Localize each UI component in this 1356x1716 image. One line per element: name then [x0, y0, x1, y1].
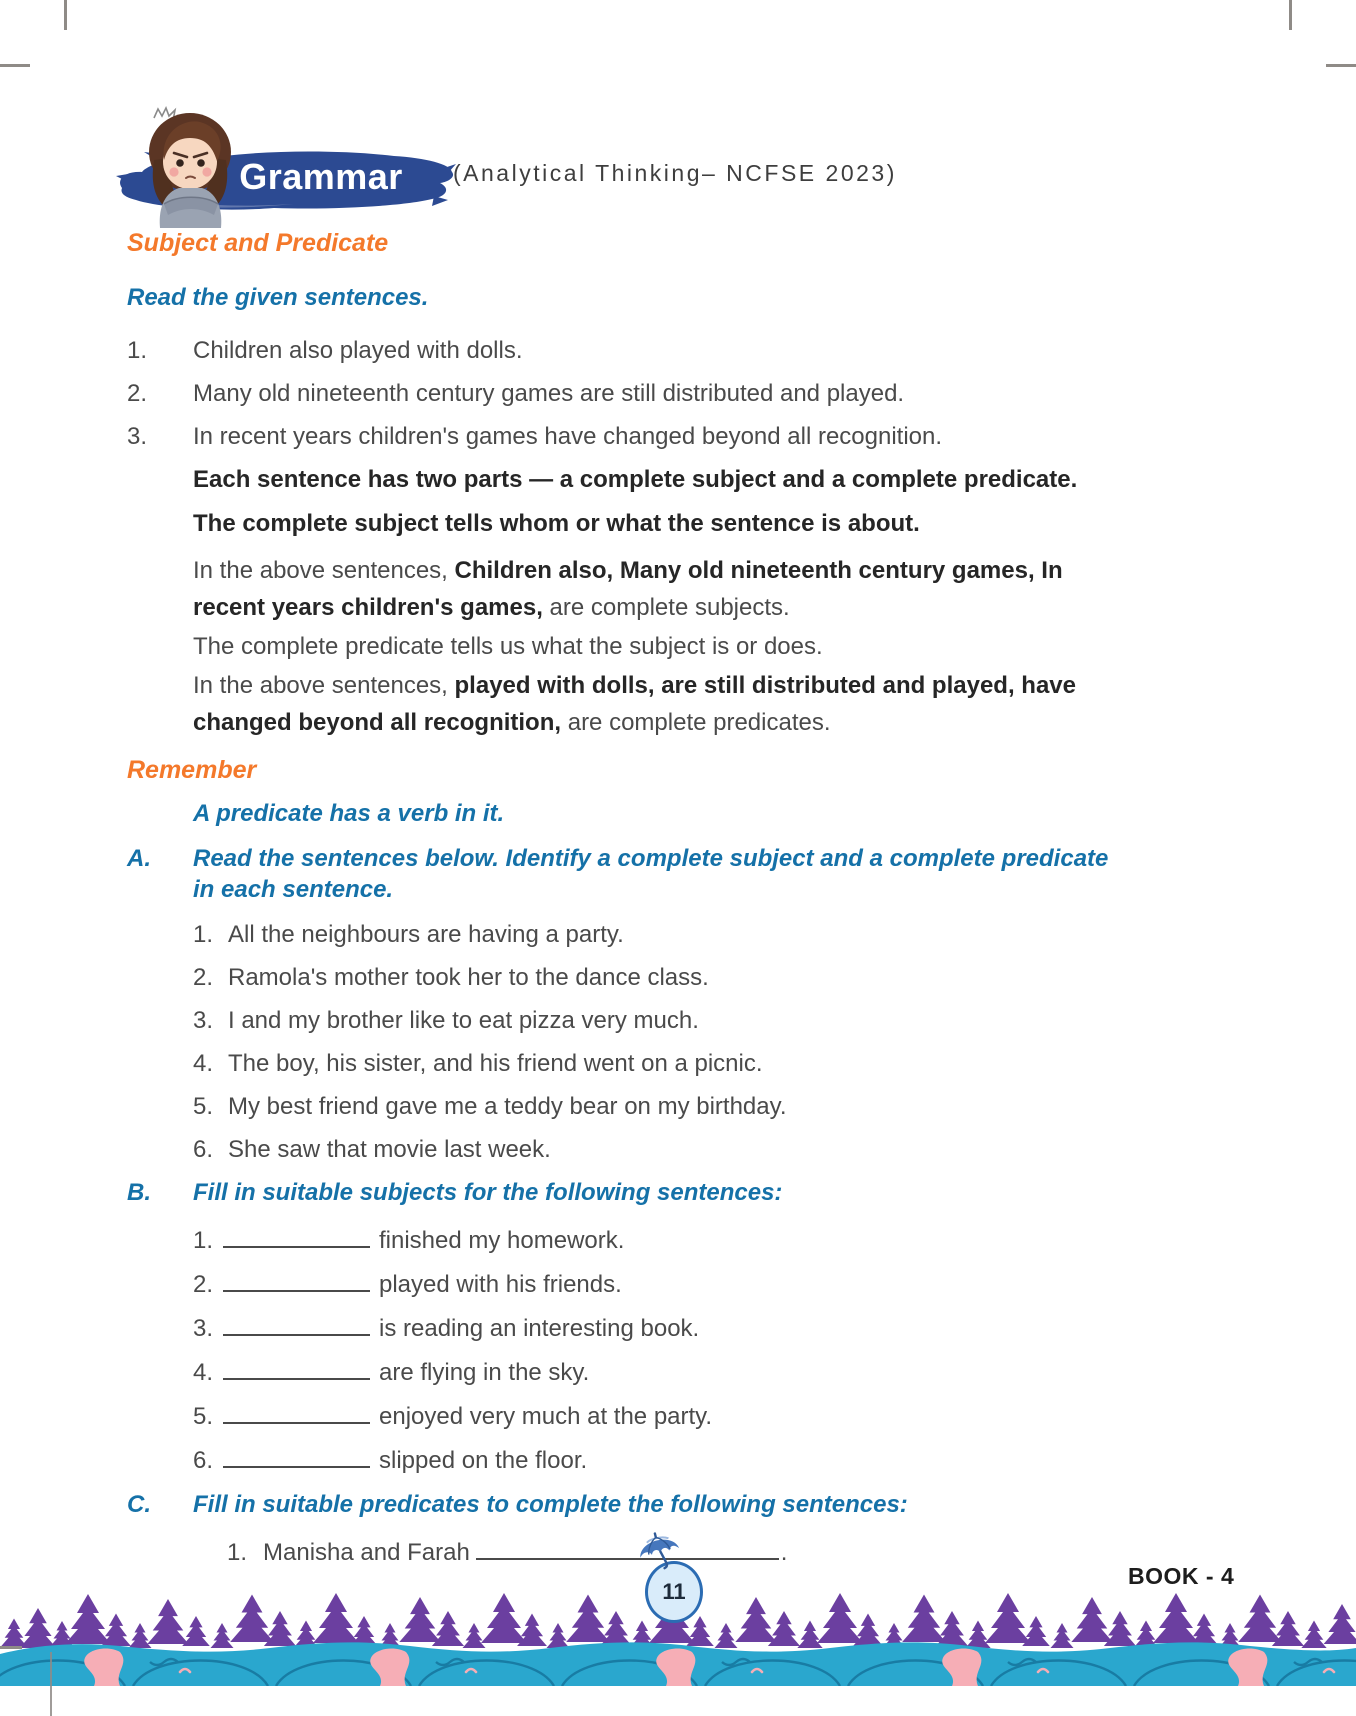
banner-title: Grammar: [239, 156, 403, 197]
item-number: 3.: [193, 1007, 214, 1034]
exercise-a-heading: [127, 843, 1132, 905]
item-number: 5.: [193, 1093, 214, 1120]
item-text: enjoyed very much at the party.: [379, 1403, 713, 1430]
section-title: Subject and Predicate: [127, 229, 389, 257]
item-text: played with his friends.: [379, 1271, 622, 1298]
item-text: finished my homework.: [379, 1227, 625, 1254]
list-text: Many old nineteenth century games are still distributed and played.: [193, 380, 905, 407]
item-text: slipped on the floor.: [379, 1447, 588, 1474]
page-header: [0, 0, 1356, 250]
list-text: In recent years children's games have changed beyond all recognition.: [193, 423, 943, 450]
paragraph-text: In the above sentences,: [193, 557, 455, 584]
exercise-b-item: [127, 1401, 1132, 1433]
subjects-paragraph: [127, 552, 1131, 626]
blank-line: [223, 1270, 370, 1292]
exercise-a-item: [127, 919, 1132, 950]
exercise-b-label: B.: [127, 1179, 151, 1206]
exercise-b-item: [127, 1313, 1132, 1345]
exercise-a-item: [127, 1091, 1132, 1122]
item-text: Ramola's mother took her to the dance class.: [228, 964, 709, 991]
list-number: 2.: [127, 380, 148, 407]
girl-mascot-icon: [124, 104, 260, 234]
paragraph-bold: Children also, Many old nineteenth century games, In recent years children's games,: [193, 557, 1063, 621]
list-number: 1.: [127, 337, 148, 364]
exercise-a-item: [127, 1005, 1132, 1036]
crop-mark-bottom-left-h: [0, 1646, 22, 1649]
exercise-b-item: [127, 1445, 1132, 1477]
intro-sentence: [127, 335, 1132, 366]
umbrella-icon: [633, 1528, 685, 1572]
predicate-definition: The complete predicate tells us what the subject is or does.: [193, 633, 823, 660]
header-subtitle: (Analytical Thinking– NCFSE 2023): [453, 160, 897, 186]
blank-line: [476, 1538, 779, 1560]
blank-line: [223, 1226, 370, 1248]
exercise-a-title: Read the sentences below. Identify a complete subject and a complete predicate in each sentence.: [193, 845, 1109, 903]
exercise-b-heading: [127, 1177, 1132, 1208]
item-text: are flying in the sky.: [379, 1359, 590, 1386]
item-number: 1.: [227, 1539, 248, 1566]
item-number: 5.: [193, 1403, 214, 1430]
predicates-paragraph: [127, 667, 1131, 741]
item-number: 4.: [193, 1359, 214, 1386]
rule-line-2: The complete subject tells whom or what the sentence is about.: [193, 510, 920, 537]
item-text: is reading an interesting book.: [379, 1315, 700, 1342]
exercise-a-item: [127, 962, 1132, 993]
exercise-a-item: [127, 1134, 1132, 1165]
item-number: 1.: [193, 1227, 214, 1254]
blank-line: [223, 1314, 370, 1336]
crop-mark-bottom-left-v: [50, 1652, 52, 1716]
exercise-b-item: [127, 1269, 1132, 1301]
crop-mark-top-right-v: [1289, 0, 1292, 30]
remember-heading: Remember: [127, 756, 257, 784]
exercise-c-label: C.: [127, 1491, 151, 1518]
crop-mark-top-left-h: [0, 64, 30, 67]
page-content: [127, 228, 1132, 1569]
exercise-b-item: [127, 1225, 1132, 1257]
blank-line: [223, 1446, 370, 1468]
rule-line-1: Each sentence has two parts — a complete subject and a complete predicate.: [193, 466, 1078, 493]
page-number: 11: [662, 1579, 686, 1604]
item-number: 4.: [193, 1050, 214, 1077]
exercise-a-item: [127, 1048, 1132, 1079]
intro-heading: Read the given sentences.: [127, 284, 429, 311]
item-text: I and my brother like to eat pizza very much.: [228, 1007, 699, 1034]
exercise-b-item: [127, 1357, 1132, 1389]
list-text: Children also played with dolls.: [193, 337, 523, 364]
paragraph-bold: played with dolls, are still distributed and played, have changed beyond all recognition,: [193, 672, 1076, 736]
intro-sentence: [127, 421, 1132, 452]
item-number: 2.: [193, 1271, 214, 1298]
item-text: The boy, his sister, and his friend went on a picnic.: [228, 1050, 763, 1077]
exercise-c-heading: [127, 1489, 1132, 1520]
item-text: She saw that movie last week.: [228, 1136, 551, 1163]
paragraph-text: are complete subjects.: [542, 594, 790, 621]
exercise-c-item: [127, 1537, 1132, 1569]
item-number: 6.: [193, 1447, 214, 1474]
item-text: My best friend gave me a teddy bear on my birthday.: [228, 1093, 787, 1120]
item-number: 6.: [193, 1136, 214, 1163]
exercise-b-title: Fill in suitable subjects for the following sentences:: [193, 1179, 783, 1206]
paragraph-text: are complete predicates.: [561, 709, 831, 736]
item-number: 3.: [193, 1315, 214, 1342]
list-number: 3.: [127, 423, 148, 450]
exercise-a-label: A.: [127, 845, 151, 872]
crop-mark-top-right-h: [1326, 64, 1356, 67]
exercise-c-title: Fill in suitable predicates to complete the following sentences:: [193, 1491, 908, 1518]
blank-line: [223, 1358, 370, 1380]
book-label: BOOK - 4: [1128, 1563, 1235, 1589]
paragraph-text: In the above sentences,: [193, 672, 455, 699]
item-text: All the neighbours are having a party.: [228, 921, 624, 948]
item-number: 2.: [193, 964, 214, 991]
intro-sentence: [127, 378, 1132, 409]
crop-mark-top-left-v: [64, 0, 67, 30]
blank-line: [223, 1402, 370, 1424]
item-text: Manisha and Farah: [263, 1539, 470, 1566]
item-text: .: [780, 1539, 788, 1566]
item-number: 1.: [193, 921, 214, 948]
remember-note: A predicate has a verb in it.: [193, 800, 505, 827]
